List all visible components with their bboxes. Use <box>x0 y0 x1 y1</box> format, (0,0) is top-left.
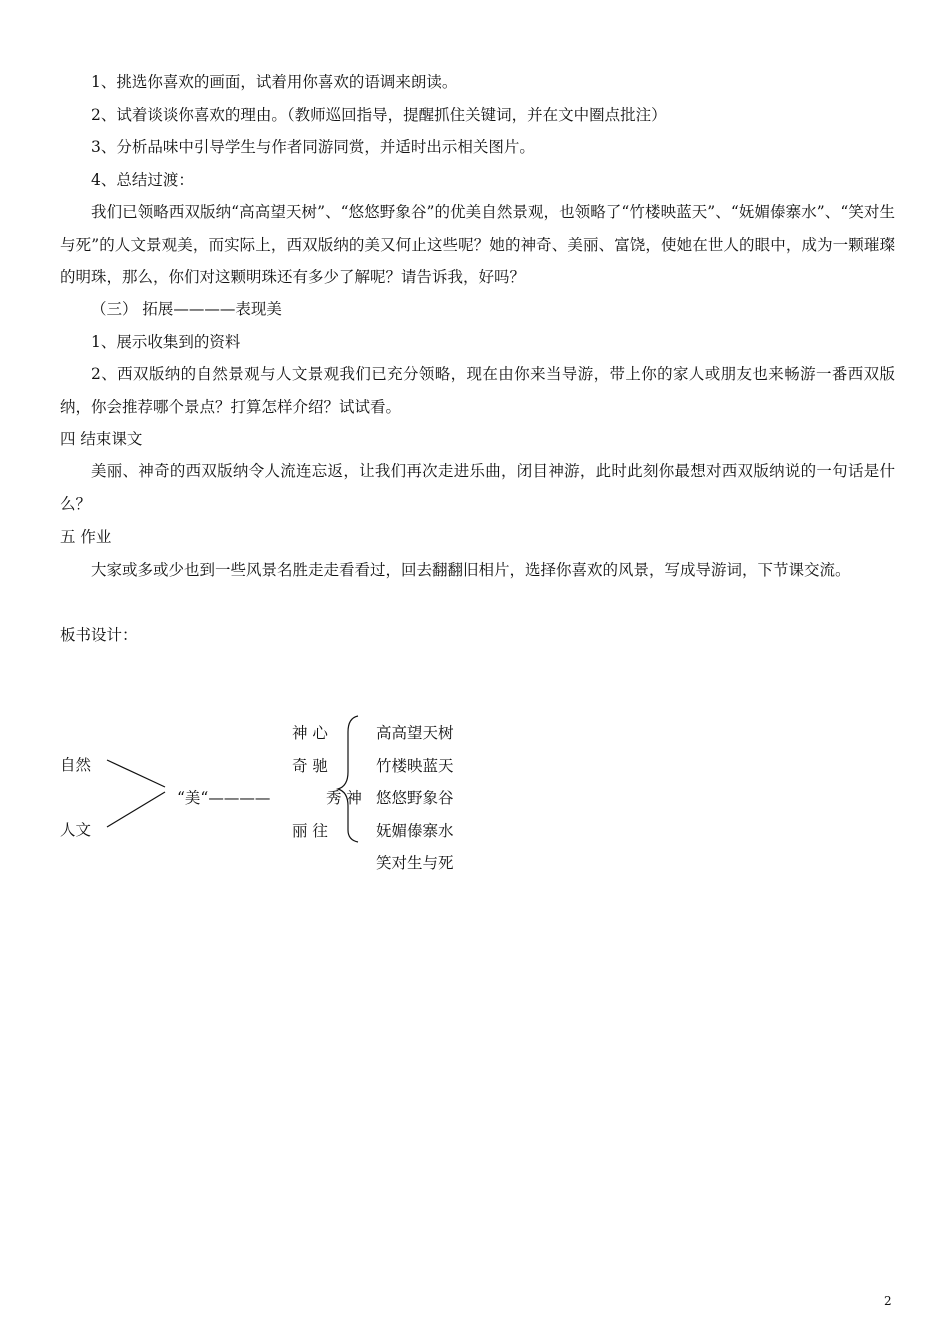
section-four-heading: 四 结束课文 <box>60 430 143 448</box>
board-design-label: 板书设计： <box>60 626 138 644</box>
step-1: 1、挑选你喜欢的画面，试着用你喜欢的语调来朗读。 <box>91 73 458 91</box>
board-mid-row-1: 神 心 <box>292 724 328 742</box>
page-number: 2 <box>884 1294 892 1308</box>
step-4: 4、总结过渡： <box>91 171 194 189</box>
board-right-5: 笑对生与死 <box>376 854 454 872</box>
board-left-top: 自然 <box>60 756 92 774</box>
board-left-bottom: 人文 <box>60 821 92 839</box>
board-right-2: 竹楼映蓝天 <box>376 757 454 775</box>
summary-paragraph: 我们已领略西双版纳“高高望天树”、“悠悠野象谷”的优美自然景观，也领略了“竹楼映蓝天”、“妩媚傣寨水”、“笑对生与死”的人文景观美，而实际上，西双版纳的美又何止这些呢？她的神奇、美丽、富饶，使她在世人的眼中，成为一颗璀璨的明珠，那么，你们对这颗明珠还有多少了解呢？请告诉我，好吗？ <box>60 203 895 286</box>
board-right-1: 高高望天树 <box>376 724 454 742</box>
extend-item-1: 1、展示收集到的资料 <box>91 333 241 351</box>
board-right-3: 悠悠野象谷 <box>376 789 454 807</box>
board-brace <box>338 716 358 842</box>
board-mid-row-2: 奇 驰 <box>292 757 328 775</box>
section-five-text: 大家或多或少也到一些风景名胜走走看看过，回去翻翻旧相片，选择你喜欢的风景，写成导游词，下节课交流。 <box>91 561 851 579</box>
board-right-4: 妩媚傣寨水 <box>376 822 454 840</box>
board-mid-row-3: 秀 神 <box>326 789 362 807</box>
extend-item-2: 2、西双版纳的自然景观与人文景观我们已充分领略，现在由你来当导游，带上你的家人或朋友也来畅游一番西双版纳，你会推荐哪个景点？打算怎样介绍？试试看。 <box>60 365 895 416</box>
step-3: 3、分析品味中引导学生与作者同游同赏，并适时出示相关图片。 <box>91 138 535 156</box>
board-center-phrase: “美“———— <box>177 789 271 807</box>
section-five-heading: 五 作业 <box>60 528 112 546</box>
step-2: 2、试着谈谈你喜欢的理由。（教师巡回指导，提醒抓住关键词，并在文中圈点批注） <box>91 106 667 124</box>
board-mid-row-4: 丽 往 <box>292 822 328 840</box>
section-extend-heading: （三） 拓展————表现美 <box>91 300 282 318</box>
section-four-text: 美丽、神奇的西双版纳令人流连忘返，让我们再次走进乐曲，闭目神游，此时此刻你最想对西双版纳说的一句话是什么？ <box>60 462 895 513</box>
